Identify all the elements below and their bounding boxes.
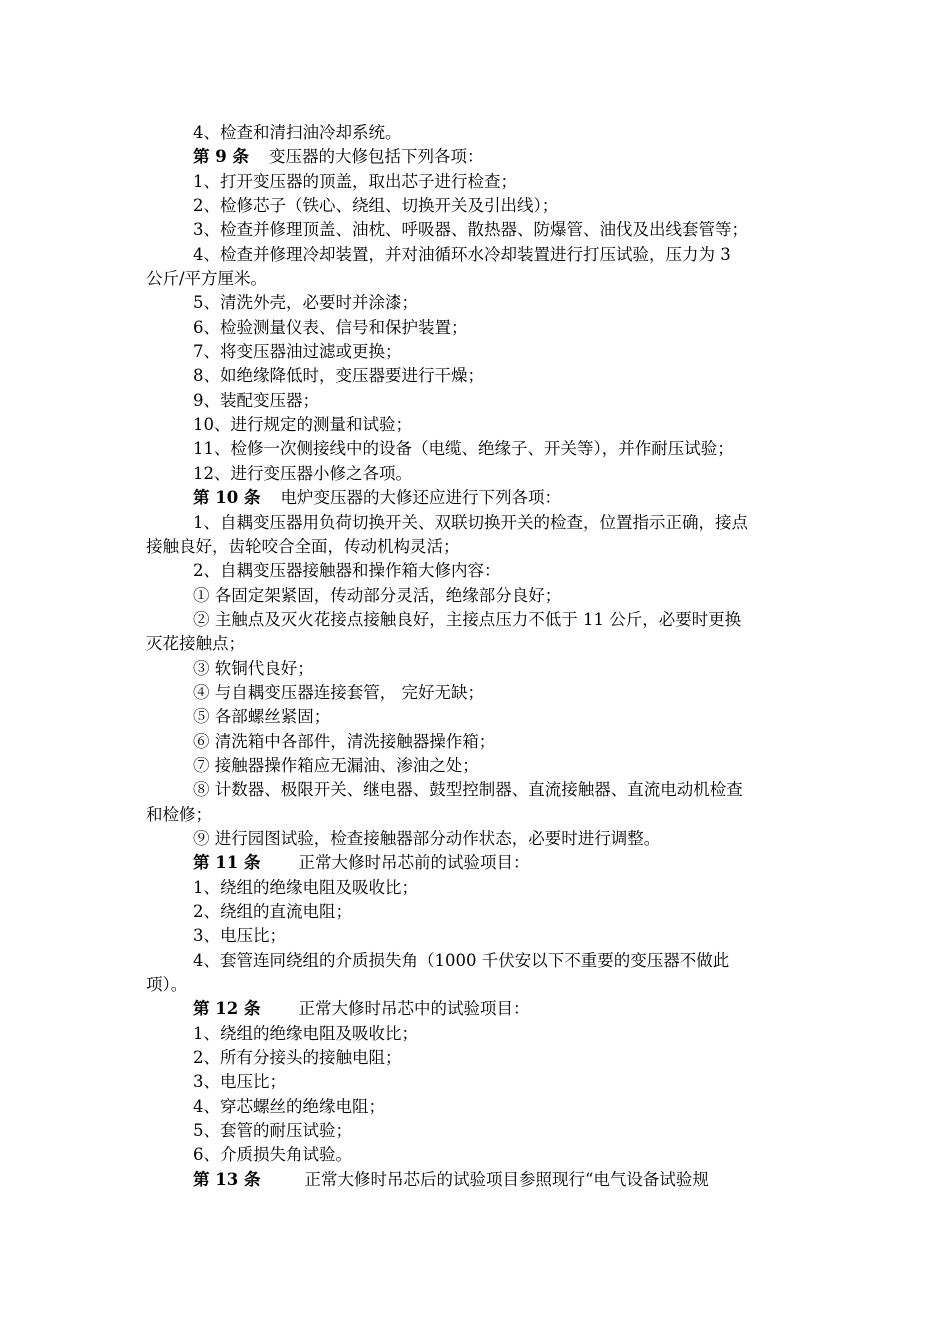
text-line	[146, 340, 812, 364]
text-line	[146, 389, 812, 413]
text-line	[146, 559, 812, 583]
article-heading	[146, 851, 812, 875]
text-line	[146, 511, 812, 535]
line-text: 10、进行规定的测量和试验；	[193, 415, 412, 435]
line-text: 接触良好，齿轮咬合全面，传动机构灵活；	[146, 536, 460, 556]
line-text: 5、套管的耐压试验；	[193, 1121, 352, 1141]
line-text: ⑨ 进行园图试验，检查接触器部分动作状态，必要时进行调整。	[193, 828, 661, 848]
line-text: 12、进行变压器小修之各项。	[193, 463, 412, 483]
text-line	[146, 657, 812, 681]
text-line	[146, 608, 812, 632]
text-line	[146, 681, 812, 705]
text-line	[146, 827, 812, 851]
line-text: 3、电压比；	[193, 926, 286, 946]
article-number: 第 10 条	[193, 488, 261, 508]
text-line	[146, 584, 812, 608]
line-text: 4、检查和清扫油冷却系统。	[193, 123, 402, 142]
line-text: 11、检修一次侧接线中的设备（电缆、绝缘子、开关等），并作耐压试验；	[193, 439, 734, 459]
line-text: 正常大修时吊芯前的试验项目：	[298, 853, 530, 873]
line-text: 正常大修时吊芯中的试验项目：	[298, 999, 530, 1019]
text-line	[146, 632, 812, 656]
text-line	[146, 754, 812, 778]
text-line	[146, 1070, 812, 1094]
text-line	[146, 1095, 812, 1119]
article-number: 第 9 条	[193, 147, 249, 167]
article-number: 第 13 条	[193, 1169, 261, 1189]
article-heading	[146, 997, 812, 1021]
text-line	[146, 900, 812, 924]
line-text: 和检修；	[146, 804, 212, 824]
line-text: 5、清洗外壳，必要时并涂漆；	[193, 293, 418, 313]
text-line	[146, 730, 812, 754]
line-text: 9、装配变压器；	[193, 390, 319, 410]
text-line	[146, 535, 812, 559]
line-text: 公斤/平方厘米。	[146, 269, 268, 289]
line-text: 灭花接触点；	[146, 634, 245, 654]
text-line	[146, 949, 812, 973]
line-text: 电炉变压器的大修还应进行下列各项：	[280, 488, 561, 508]
text-line	[146, 876, 812, 900]
text-line	[146, 803, 812, 827]
text-line	[146, 437, 812, 461]
text-line	[146, 705, 812, 729]
line-text: 2、所有分接头的接触电阻；	[193, 1048, 402, 1068]
line-text: ⑥ 清洗箱中各部件，清洗接触器操作箱；	[193, 731, 496, 751]
line-text: ⑧ 计数器、极限开关、继电器、鼓型控制器、直流接触器、直流电动机检查	[193, 780, 743, 800]
text-line	[146, 413, 812, 437]
line-text: 3、电压比；	[193, 1072, 286, 1092]
text-line	[146, 1046, 812, 1070]
line-text: 6、介质损失角试验。	[193, 1145, 352, 1165]
line-text: ① 各固定架紧固，传动部分灵活，绝缘部分良好；	[193, 585, 562, 605]
article-number: 第 12 条	[193, 999, 261, 1019]
text-line	[146, 973, 812, 997]
line-text: 2、自耦变压器接触器和操作箱大修内容：	[193, 561, 501, 581]
line-text: 4、穿芯螺丝的绝缘电阻；	[193, 1096, 385, 1116]
line-text: ③ 软铜代良好；	[193, 658, 314, 678]
text-line	[146, 121, 812, 145]
text-line	[146, 291, 812, 315]
line-text: 3、检查并修理顶盖、油枕、呼吸器、散热器、防爆管、油伐及出线套管等；	[193, 220, 748, 240]
line-text: 1、绕组的绝缘电阻及吸收比；	[193, 1023, 418, 1043]
line-text: 7、将变压器油过滤或更换；	[193, 342, 402, 362]
text-line	[146, 243, 812, 267]
text-line	[146, 194, 812, 218]
line-text: 1、打开变压器的顶盖，取出芯子进行检查；	[193, 171, 517, 191]
line-text: 8、如绝缘降低时，变压器要进行干燥；	[193, 366, 484, 386]
text-line	[146, 218, 812, 242]
line-text: 变压器的大修包括下列各项：	[268, 147, 484, 167]
text-line	[146, 1143, 812, 1167]
text-line	[146, 778, 812, 802]
line-text: 6、检验测量仪表、信号和保护装置；	[193, 317, 468, 337]
line-text: ④ 与自耦变压器连接套管， 完好无缺；	[193, 682, 484, 702]
text-line	[146, 924, 812, 948]
line-text: 项）。	[146, 975, 188, 995]
line-text: ② 主触点及灭火花接点接触良好，主接点压力不低于 11 公斤，必要时更换	[193, 609, 742, 629]
text-line	[146, 364, 812, 388]
text-line	[146, 1119, 812, 1143]
line-text: ⑤ 各部螺丝紧固；	[193, 707, 331, 727]
text-line	[146, 1022, 812, 1046]
line-text: 4、套管连同绕组的介质损失角（1000 千伏安以下不重要的变压器不做此	[193, 950, 730, 970]
article-heading	[146, 1168, 812, 1192]
line-text: 1、自耦变压器用负荷切换开关、双联切换开关的检查，位置指示正确，接点	[193, 512, 748, 532]
document-body	[146, 121, 812, 1192]
line-text: 正常大修时吊芯后的试验项目参照现行“电气设备试验规	[304, 1169, 709, 1189]
line-text: ⑦ 接触器操作箱应无漏油、渗油之处；	[193, 755, 479, 775]
line-text: 4、检查并修理冷却装置，并对油循环水冷却装置进行打压试验，压力为 3	[193, 244, 731, 264]
text-line	[146, 462, 812, 486]
line-text: 2、绕组的直流电阻；	[193, 902, 352, 921]
text-line	[146, 170, 812, 194]
article-heading	[146, 145, 812, 169]
article-heading	[146, 486, 812, 510]
line-text: 1、绕组的绝缘电阻及吸收比；	[193, 877, 418, 897]
text-line	[146, 267, 812, 291]
line-text: 2、检修芯子（铁心、绕组、切换开关及引出线）；	[193, 196, 559, 216]
text-line	[146, 316, 812, 340]
article-number: 第 11 条	[193, 853, 261, 873]
